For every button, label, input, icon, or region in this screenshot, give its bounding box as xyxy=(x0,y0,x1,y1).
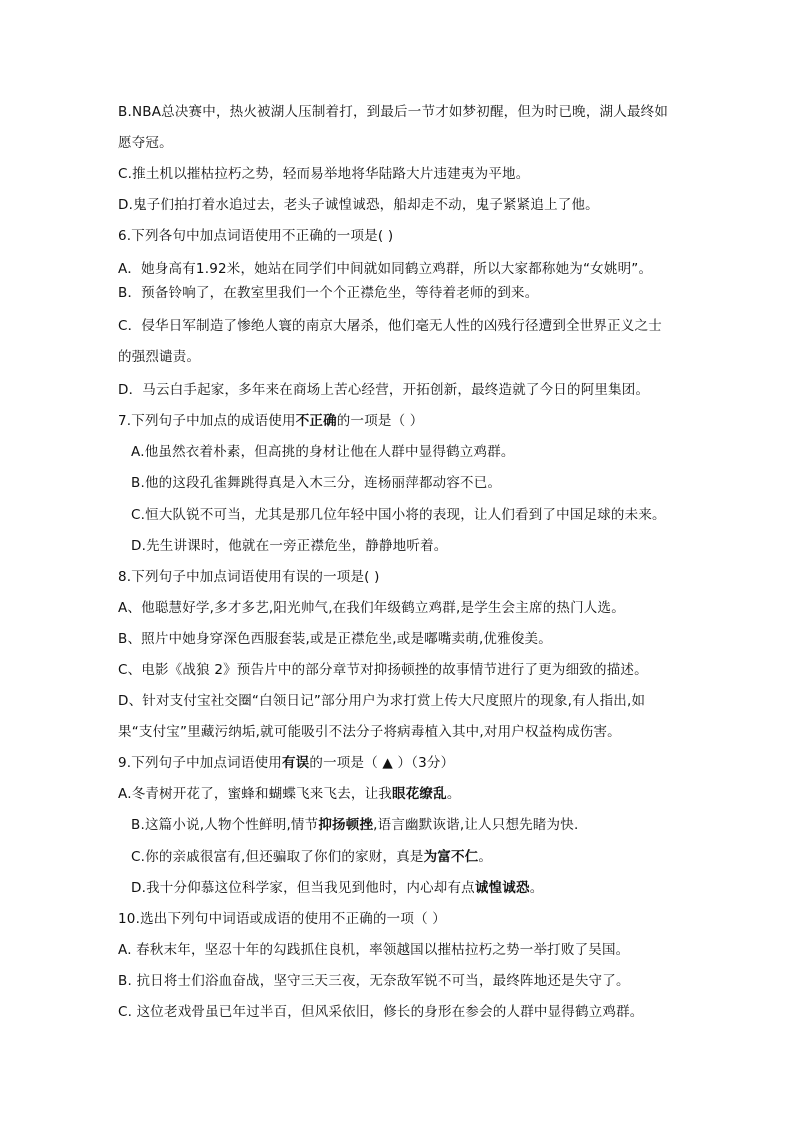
q9-option-c-tail: 。 xyxy=(478,849,493,865)
q9-option-b-text: B.这篇小说,人物个性鲜明,情节 xyxy=(131,817,319,833)
q9-stem xyxy=(118,754,454,772)
q8-option-d: D、针对支付宝社交圈“白领日记”部分用户为求打赏上传大尺度照片的现象,有人指出,如 xyxy=(118,693,646,709)
q7-option-d: D.先生讲课时，他就在一旁正襟危坐，静静地听着。 xyxy=(131,538,448,554)
q9-stem-text: 9.下列句子中加点词语使用 xyxy=(118,755,282,771)
q5-option-b-cont: 愿夺冠。 xyxy=(118,135,173,151)
q9-stem-emphasis: 有误 xyxy=(281,755,310,771)
q5-option-b: B.NBA总决赛中，热火被湖人压制着打，到最后一节才如梦初醒，但为时已晚，湖人最终如 xyxy=(118,104,669,120)
q8-option-a: A、他聪慧好学,多才多艺,阳光帅气,在我们年级鹤立鸡群,是学生会主席的热门人选。 xyxy=(118,600,625,616)
q6-option-a: A．她身高有1.92米，她站在同学们中间就如同鹤立鸡群，所以大家都称她为“女姚明”。 xyxy=(118,261,653,277)
q9-option-c xyxy=(131,848,492,866)
q5-option-d: D.鬼子们拍打着水追过去，老头子诚惶诚恐，船却走不动，鬼子紧紧追上了他。 xyxy=(118,197,599,213)
q10-option-c: C. 这位老戏骨虽已年过半百，但风采依旧，修长的身形在参会的人群中显得鹤立鸡群。 xyxy=(118,1004,644,1020)
q7-option-c: C.恒大队锐不可当，尤其是那几位年轻中国小将的表现，让人们看到了中国足球的未来。 xyxy=(131,507,666,523)
q7-stem xyxy=(118,412,424,430)
q8-option-d-cont: 果“支付宝”里藏污纳垢,就可能吸引不法分子将病毒植入其中,对用户权益构成伤害。 xyxy=(118,724,621,740)
q9-stem-tail: 的一项是（ ▲ ）（3分） xyxy=(309,755,455,771)
q9-option-c-term: 为富不仁 xyxy=(423,849,479,865)
q6-option-d: D．马云白手起家，多年来在商场上苦心经营，开拓创新，最终造就了今日的阿里集团。 xyxy=(118,382,650,398)
q8-option-b: B、照片中她身穿深色西服套装,或是正襟危坐,或是嘟嘴卖萌,优雅俊美。 xyxy=(118,631,552,647)
q9-option-a-term: 眼花缭乱 xyxy=(392,786,447,802)
q7-option-a: A.他虽然衣着朴素，但高挑的身材让他在人群中显得鹤立鸡群。 xyxy=(131,444,515,460)
q7-option-b: B.他的这段孔雀舞跳得真是入木三分，连杨丽萍都动容不已。 xyxy=(131,475,502,491)
q9-option-d-term: 诚惶诚恐 xyxy=(474,880,530,896)
q6-option-c-cont: 的强烈谴责。 xyxy=(118,349,201,365)
q9-option-a-tail: 。 xyxy=(446,786,461,802)
q7-stem-emphasis: 不正确 xyxy=(295,413,337,429)
q6-option-b: B．预备铃响了，在教室里我们一个个正襟危坐，等待着老师的到来。 xyxy=(118,285,539,301)
q9-option-d-tail: 。 xyxy=(529,880,544,896)
q5-option-c: C.推土机以摧枯拉朽之势，轻而易举地将华陆路大片违建夷为平地。 xyxy=(118,166,530,182)
q7-stem-text: 7.下列句子中加点的成语使用 xyxy=(118,413,296,429)
q9-option-c-text: C.你的亲戚很富有,但还骗取了你们的家财，真是 xyxy=(131,849,424,865)
q7-stem-tail: 的一项是（ ） xyxy=(336,413,424,429)
q6-option-c: C．侵华日军制造了惨绝人寰的南京大屠杀，他们毫无人性的凶残行径遭到全世界正义之士 xyxy=(118,318,662,334)
q9-option-a-text: A.冬青树开花了，蜜蜂和蝴蝶飞来飞去，让我 xyxy=(118,786,392,802)
q10-stem: 10.选出下列句中词语或成语的使用不正确的一项（ ） xyxy=(118,911,446,927)
q9-option-b xyxy=(131,816,578,834)
q10-option-a: A. 春秋末年，坚忍十年的勾践抓住良机，率领越国以摧枯拉朽之势一举打败了吴国。 xyxy=(118,942,630,958)
q9-option-b-term: 抑扬顿挫 xyxy=(318,817,374,833)
q8-stem: 8.下列句子中加点词语使用有误的一项是( ) xyxy=(118,569,380,585)
q9-option-d-text: D.我十分仰慕这位科学家，但当我见到他时，内心却有点 xyxy=(131,880,475,896)
q9-option-a xyxy=(118,785,461,803)
q6-stem: 6.下列各句中加点词语使用不正确的一项是( ) xyxy=(118,228,394,244)
q8-option-c: C、电影《战狼 2》预告片中的部分章节对抑扬顿挫的故事情节进行了更为细致的描述。 xyxy=(118,662,648,678)
q9-option-d xyxy=(131,879,543,897)
q9-option-b-tail: ,语言幽默诙谐,让人只想先睹为快. xyxy=(373,817,579,833)
q10-option-b: B. 抗日将士们浴血奋战，坚守三天三夜，无奈敌军锐不可当，最终阵地还是失守了。 xyxy=(118,973,630,989)
